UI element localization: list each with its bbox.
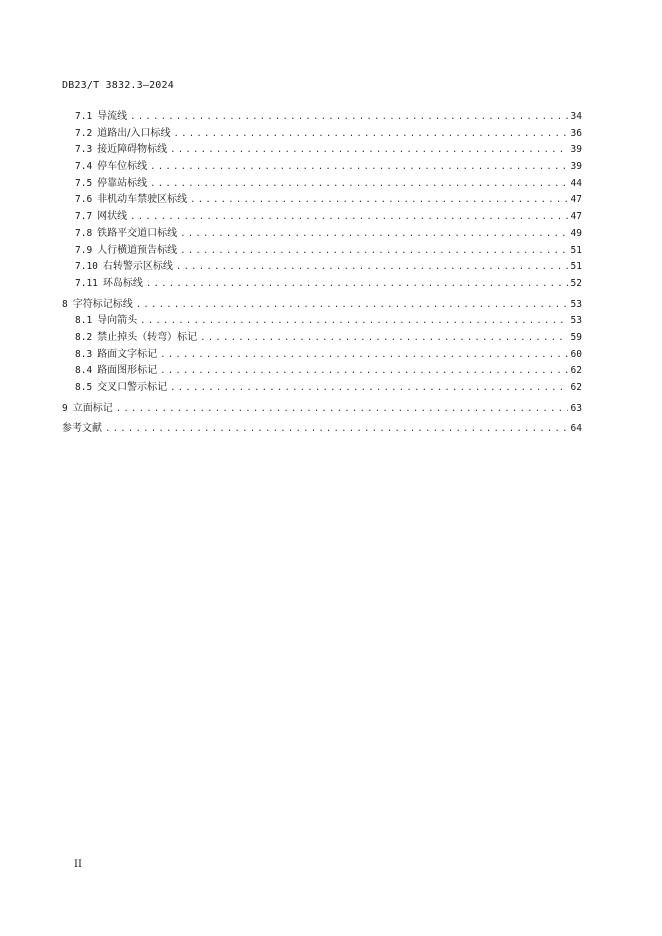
toc-entry-number: 7.3 (75, 144, 93, 156)
table-of-contents (62, 109, 582, 438)
toc-entry-page: 47 (570, 194, 582, 206)
toc-entry-number: 7.1 (75, 111, 93, 122)
toc-entry-page: 53 (570, 315, 582, 327)
toc-entry-title: 字符标记标线 (72, 298, 133, 310)
toc-entry-title: 禁止掉头（转弯）标记 (97, 331, 198, 343)
toc-leader-dots (160, 347, 567, 364)
toc-entry-number: 7.2 (75, 127, 93, 139)
toc-entry[interactable] (62, 313, 582, 330)
toc-entry-title: 停车位标线 (97, 161, 148, 173)
toc-entry[interactable] (62, 209, 582, 226)
toc-entry-title: 网状线 (97, 211, 128, 223)
toc-entry[interactable] (62, 142, 582, 159)
document-code: DB23/T 3832.3—2024 (62, 80, 174, 91)
toc-entry-number: 8.1 (75, 315, 93, 327)
toc-entry-page: 64 (570, 423, 582, 435)
toc-leader-dots (150, 159, 567, 176)
toc-entry[interactable] (62, 380, 582, 397)
toc-entry-number: 7.5 (75, 177, 93, 189)
toc-entry-page: 49 (570, 227, 582, 239)
toc-entry-title: 非机动车禁驶区标线 (97, 194, 188, 206)
toc-entry-number: 8 (62, 298, 68, 310)
toc-entry-number: 9 (62, 402, 68, 414)
toc-entry[interactable] (62, 276, 582, 293)
toc-entry-title: 交叉口警示标记 (97, 382, 168, 393)
toc-entry-number: 7.10 (75, 261, 98, 273)
toc-entry-page: 60 (570, 348, 582, 360)
toc-entry-page: 52 (570, 277, 582, 289)
toc-entry[interactable] (62, 297, 582, 314)
toc-leader-dots (176, 259, 568, 276)
toc-entry-number: 7.7 (75, 211, 93, 223)
toc-entry-title: 立面标记 (72, 402, 113, 414)
toc-leader-dots (200, 330, 567, 347)
toc-entry-number: 7.6 (75, 194, 93, 206)
toc-entry-page: 39 (570, 144, 582, 156)
toc-entry[interactable] (62, 259, 582, 276)
toc-entry-title: 环岛标线 (102, 277, 143, 289)
toc-entry-title: 接近障碍物标线 (97, 144, 168, 156)
toc-entry-page: 36 (570, 127, 582, 139)
page-number: II (74, 859, 82, 870)
toc-entry-title: 右转警示区标线 (102, 261, 173, 273)
toc-entry[interactable] (62, 243, 582, 260)
toc-leader-dots (130, 109, 567, 126)
toc-entry-number: 8.3 (75, 348, 93, 360)
toc-entry-number: 7.8 (75, 227, 93, 239)
toc-entry[interactable] (62, 192, 582, 209)
toc-entry-page: 51 (570, 244, 582, 256)
toc-entry-title: 导向箭头 (97, 315, 138, 327)
toc-entry-number: 7.4 (75, 161, 93, 173)
toc-entry-number: 7.9 (75, 244, 93, 256)
toc-entry[interactable] (62, 330, 582, 347)
toc-entry-title: 导流线 (97, 111, 128, 122)
toc-entry-page: 62 (570, 365, 582, 377)
toc-leader-dots (190, 192, 567, 209)
toc-entry-page: 44 (570, 177, 582, 189)
toc-entry-page: 53 (570, 298, 582, 310)
toc-leader-dots (105, 421, 568, 438)
toc-entry-page: 34 (570, 111, 582, 122)
toc-entry-title: 路面文字标记 (97, 348, 158, 360)
toc-entry-number: 8.2 (75, 331, 93, 343)
toc-entry-page: 62 (570, 382, 582, 393)
toc-leader-dots (170, 142, 567, 159)
toc-entry-page: 59 (570, 331, 582, 343)
toc-entry-page: 47 (570, 211, 582, 223)
toc-entry-page: 51 (570, 261, 582, 273)
toc-entry-title: 停靠站标线 (97, 177, 148, 189)
toc-entry-number: 7.11 (75, 277, 98, 289)
toc-entry-title: 道路出/入口标线 (97, 127, 171, 139)
toc-leader-dots (170, 380, 567, 397)
toc-entry[interactable] (62, 347, 582, 364)
toc-entry-title: 路面图形标记 (97, 365, 158, 377)
toc-leader-dots (180, 243, 567, 260)
toc-leader-dots (136, 297, 568, 314)
toc-entry-title: 铁路平交道口标线 (97, 227, 178, 239)
toc-leader-dots (174, 126, 568, 143)
toc-entry[interactable] (62, 363, 582, 380)
toc-entry-page: 63 (570, 402, 582, 414)
toc-leader-dots (180, 226, 567, 243)
toc-leader-dots (116, 401, 568, 418)
toc-leader-dots (160, 363, 567, 380)
toc-leader-dots (146, 276, 568, 293)
toc-entry[interactable] (62, 401, 582, 418)
toc-leader-dots (150, 176, 567, 193)
toc-leader-dots (130, 209, 567, 226)
toc-entry-number: 8.5 (75, 382, 93, 393)
toc-leader-dots (140, 313, 567, 330)
toc-entry[interactable] (62, 159, 582, 176)
toc-entry[interactable] (62, 176, 582, 193)
toc-entry[interactable] (62, 226, 582, 243)
toc-entry-title: 人行横道预告标线 (97, 244, 178, 256)
toc-entry-number: 8.4 (75, 365, 93, 377)
toc-entry[interactable] (62, 421, 582, 438)
toc-entry-title: 参考文献 (62, 423, 102, 435)
toc-entry[interactable] (62, 126, 582, 143)
toc-entry[interactable] (62, 109, 582, 126)
toc-entry-page: 39 (570, 161, 582, 173)
